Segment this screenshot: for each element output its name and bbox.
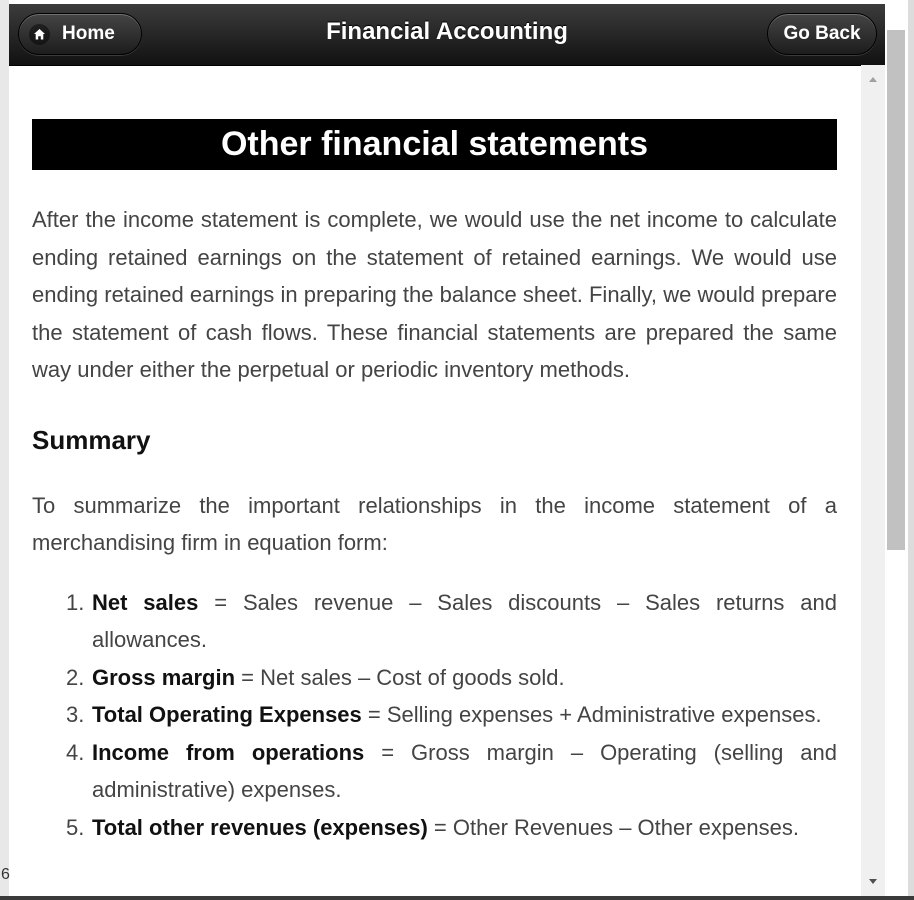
go-back-button-label: Go Back xyxy=(783,23,861,44)
list-number: 1. xyxy=(66,589,85,615)
formula-term: Total other revenues (expenses) xyxy=(92,814,428,840)
list-number: 4. xyxy=(66,739,85,765)
scroll-down-arrow-icon[interactable] xyxy=(861,872,885,890)
main-content xyxy=(32,119,837,846)
section-heading: Other financial statements xyxy=(32,119,837,170)
list-number: 5. xyxy=(66,814,85,840)
list-item xyxy=(66,734,837,809)
list-number: 3. xyxy=(66,702,85,727)
window-edge-right xyxy=(908,0,914,900)
go-back-button[interactable] xyxy=(767,13,877,55)
formula-term: Income from operations xyxy=(92,739,365,765)
window-edge-bottom xyxy=(0,896,914,900)
list-number: 2. xyxy=(66,664,85,690)
list-item xyxy=(66,659,837,697)
paragraph-summary: To summarize the important relationships in the income statement of a merchandising firm in equation form: xyxy=(32,492,837,555)
list-item xyxy=(66,584,837,659)
summary-heading: Summary xyxy=(32,424,151,455)
formula-text: = Selling expenses + Administrative expenses. xyxy=(361,702,822,727)
vertical-scrollbar[interactable] xyxy=(861,65,885,896)
app-header xyxy=(9,4,885,66)
scrollbar-thumb[interactable] xyxy=(887,30,905,550)
paragraph-intro: After the income statement is complete, we would use the net income to calculate ending retained earnings on the statement of retained earnings. We would use ending retained earnings in preparing the balance sheet. Finally, we would prepare the statement of cash flows. These financial statements are prepared the same way under either the perpetual or periodic inventory methods. xyxy=(32,207,837,382)
formula-text: = Other Revenues – Other expenses. xyxy=(427,814,799,840)
formula-term: Net sales xyxy=(92,589,199,615)
list-item xyxy=(66,809,837,847)
formula-term: Gross margin xyxy=(92,664,236,690)
formula-term: Total Operating Expenses xyxy=(92,702,362,727)
formula-text: = Gross margin – Operating (selling and administrative) expenses. xyxy=(92,739,837,802)
window-edge-left xyxy=(0,0,9,900)
stray-glyph: 6 xyxy=(1,866,10,883)
page-title: Financial Accounting xyxy=(326,18,568,45)
home-icon xyxy=(29,24,50,45)
formula-text: = Net sales – Cost of goods sold. xyxy=(235,664,565,690)
formula-text: = Sales revenue – Sales discounts – Sales returns and allowances. xyxy=(92,589,837,652)
scroll-up-arrow-icon[interactable] xyxy=(861,71,885,89)
home-button[interactable] xyxy=(18,13,142,55)
home-button-label: Home xyxy=(62,23,115,44)
formula-list xyxy=(32,584,837,847)
list-item xyxy=(66,696,837,734)
